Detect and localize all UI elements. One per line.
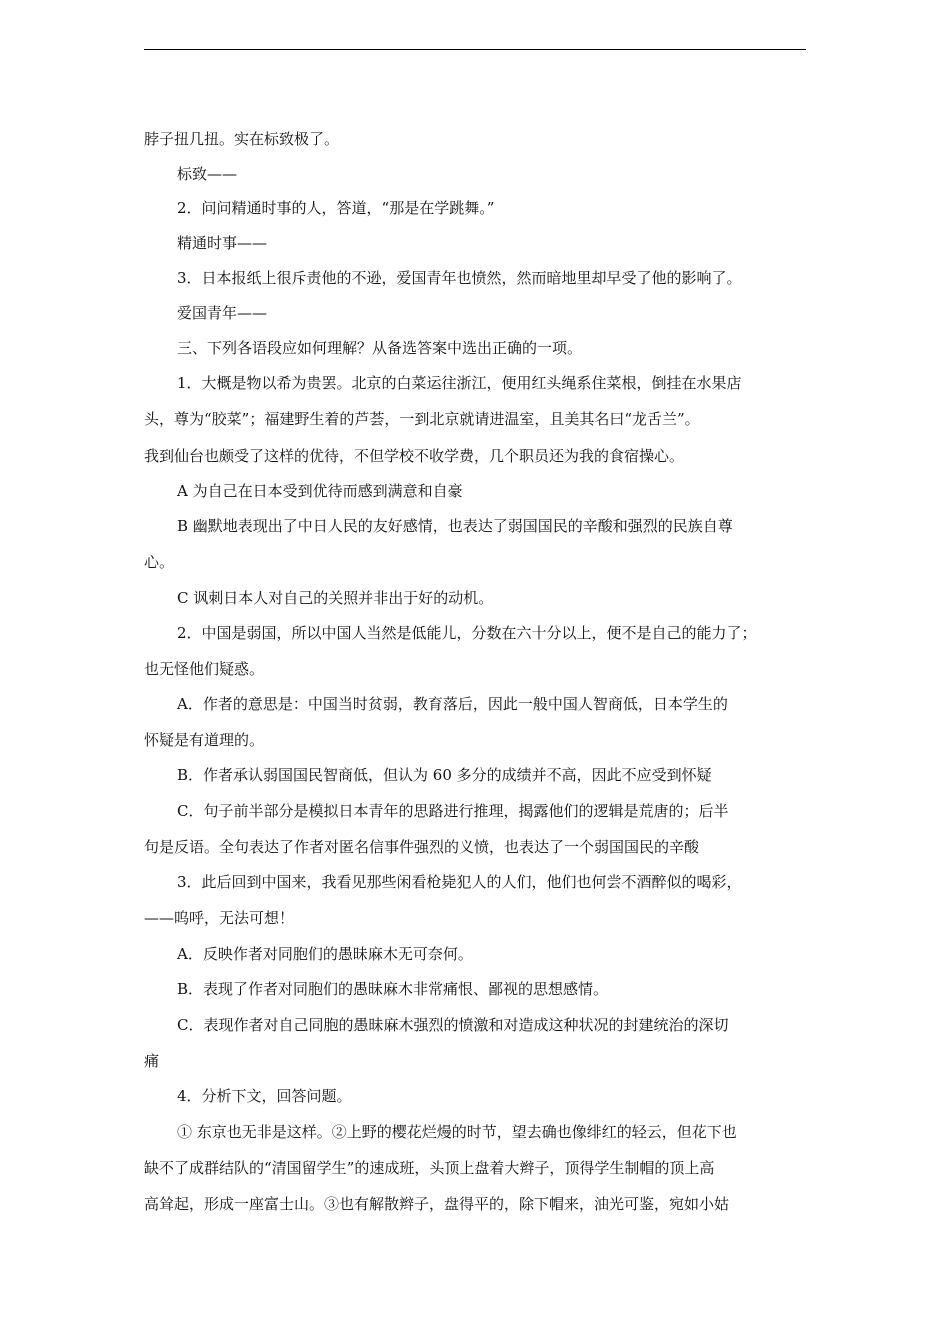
- text-line: 爱国青年——: [177, 304, 268, 322]
- text-line: 3．此后回到中国来，我看见那些闲看枪毙犯人的人们，他们也何尝不酒醉似的喝彩，: [177, 873, 742, 891]
- option-line: C．表现作者对自己同胞的愚昧麻木强烈的愤激和对造成这种状况的封建统治的深切: [177, 1016, 729, 1034]
- text-line: 痛: [144, 1052, 160, 1070]
- text-line: 2．中国是弱国，所以中国人当然是低能儿，分数在六十分以上，便不是自己的能力了；: [177, 624, 757, 642]
- text-line: 1．大概是物以希为贵罢。北京的白菜运往浙江，便用红头绳系住菜根，倒挂在水果店: [177, 374, 742, 392]
- option-line: A 为自己在日本受到优待而感到满意和自豪: [177, 482, 463, 500]
- option-line: B 幽默地表现出了中日人民的友好感情，也表达了弱国国民的辛酸和强烈的民族自尊: [177, 517, 733, 535]
- option-line: B．表现了作者对同胞们的愚昧麻木非常痛恨、鄙视的思想感情。: [177, 980, 609, 998]
- text-line: 句是反语。全句表达了作者对匿名信事件强烈的义愤，也表达了一个弱国国民的辛酸: [144, 838, 700, 856]
- text-line: ① 东京也无非是这样。②上野的樱花烂熳的时节，望去确也像绯红的轻云，但花下也: [177, 1123, 737, 1141]
- text-line: 也无怪他们疑惑。: [144, 660, 265, 678]
- text-line: 头，尊为“胶菜”；福建野生着的芦荟，一到北京就请进温室，且美其名曰“龙舌兰”。: [144, 410, 700, 428]
- text-line: 缺不了成群结队的“清国留学生”的速成班，头顶上盘着大辫子，顶得学生制帽的顶上高: [144, 1159, 715, 1177]
- text-line: 标致——: [177, 165, 238, 183]
- text-line: 怀疑是有道理的。: [144, 731, 265, 749]
- option-line: B．作者承认弱国国民智商低，但认为 60 多分的成绩并不高，因此不应受到怀疑: [177, 766, 712, 784]
- option-line: C．句子前半部分是模拟日本青年的思路进行推理，揭露他们的逻辑是荒唐的；后半: [177, 802, 729, 820]
- section-heading: 三、下列各语段应如何理解？从备选答案中选出正确的一项。: [177, 339, 583, 357]
- option-line: A．作者的意思是：中国当时贫弱，教育落后，因此一般中国人智商低，日本学生的: [177, 695, 728, 713]
- text-line: 精通时事——: [177, 234, 268, 252]
- option-line: A．反映作者对同胞们的愚昧麻木无可奈何。: [177, 945, 473, 963]
- text-line: 3．日本报纸上很斥责他的不逊，爱国青年也愤然，然而暗地里却早受了他的影响了。: [177, 269, 742, 287]
- text-line: ——呜呼，无法可想！: [144, 909, 295, 927]
- text-line: 我到仙台也颇受了这样的优待，不但学校不收学费，几个职员还为我的食宿操心。: [144, 447, 685, 465]
- text-line: 心。: [144, 553, 175, 571]
- text-line: 脖子扭几扭。实在标致极了。: [144, 130, 340, 148]
- text-line: 2．问问精通时事的人，答道，“那是在学跳舞。”: [177, 199, 495, 217]
- text-line: 高耸起，形成一座富士山。③也有解散辫子，盘得平的，除下帽来，油光可鉴，宛如小姑: [144, 1195, 730, 1213]
- option-line: C 讽刺日本人对自己的关照并非出于好的动机。: [177, 589, 494, 607]
- text-line: 4．分析下文，回答问题。: [177, 1087, 352, 1105]
